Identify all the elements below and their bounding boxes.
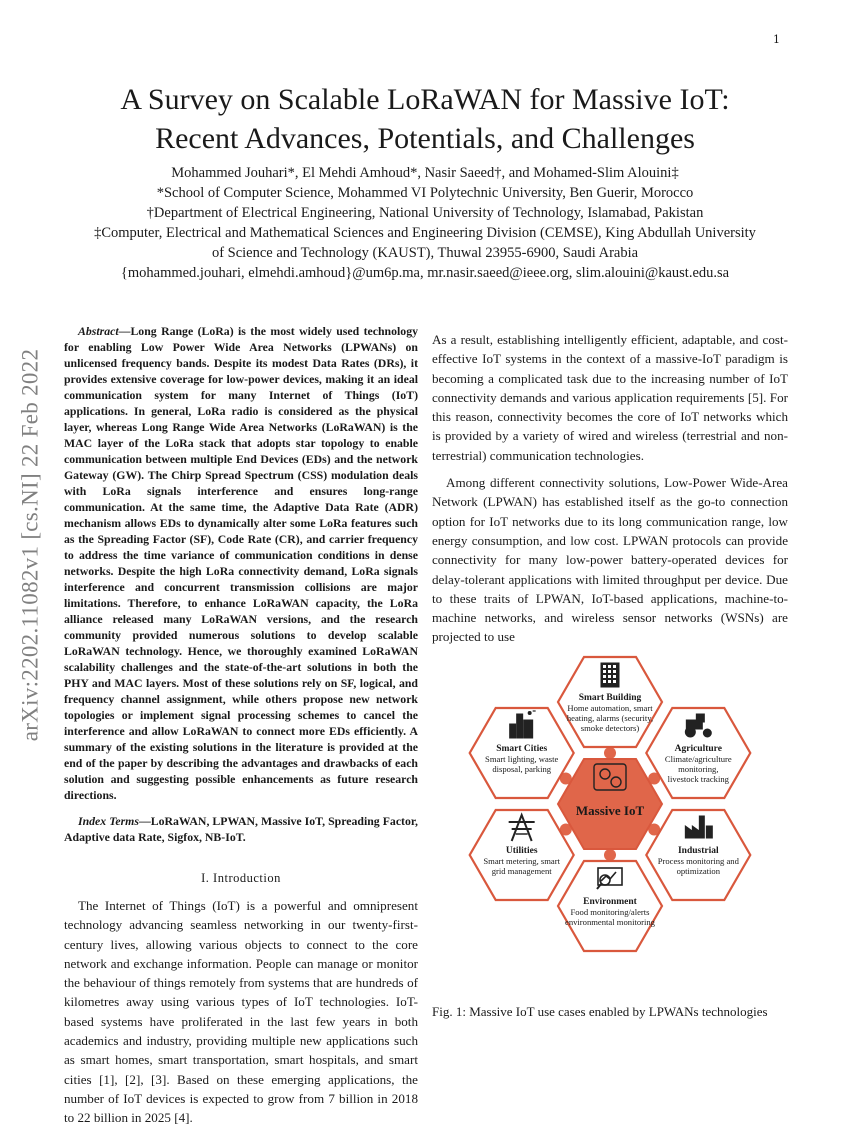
use-case-description-line: disposal, parking (492, 764, 552, 774)
right-column (432, 330, 788, 647)
figure-caption: Fig. 1: Massive IoT use cases enabled by LPWANs technologies (432, 1004, 768, 1019)
figure-1 (440, 648, 780, 968)
abstract-label: Abstract (78, 324, 119, 338)
affiliation-2: †Department of Electrical Engineering, National University of Technology, Islamabad, Pakistan (146, 205, 704, 221)
affiliation-3-line-1: ‡Computer, Electrical and Mathematical Sciences and Engineering Division (CEMSE), King Abdullah University (94, 225, 756, 241)
connector-marker (604, 849, 616, 861)
center-label: Massive IoT (575, 803, 645, 818)
use-case-description-line: grid management (491, 866, 552, 876)
affiliation-1: *School of Computer Science, Mohammed VI Polytechnic University, Ben Guerir, Morocco (156, 185, 694, 201)
use-case-title: Smart Cities (496, 744, 548, 754)
page-number: 1 (773, 33, 780, 46)
use-case-description-line: Process monitoring and (657, 856, 739, 866)
building-icon (601, 663, 619, 687)
use-case-title: Industrial (677, 846, 719, 856)
abstract-text: —Long Range (LoRa) is the most widely used technology for enabling Low Power Wide Area Networks (LPWANs) on unlicensed frequency bands. Despite its modest Data Rates (DRs), it provides extensive coverage for low-power devices, making it an ideal communication system for many Internet of Things (IoT) applications. In general, LoRa radio is considered as the physical layer, whereas Long Range Wide Area Networks (LoRaWAN) is the MAC layer of the LoRa stack that adopts star topology to enable communication between multiple End Devices (EDs) and the network Gateway (GW). The Chirp Spread Spectrum (CSS) modulation deals with LoRa signals interference and ensures long-range communication. At the same time, the Adaptive Data Rate (ADR) mechanism allows EDs to dynamically alter some LoRa features such as the Spreading Factor (SF), Code Rate (CR), and carrier frequency to address the time variance of communication conditions in dense networks. Despite the high LoRa connectivity demand, LoRa signals interference and concurrent transmission collisions are major limitations. Therefore, to enhance LoRaWAN capacity, the LoRa alliance released many LoRaWAN versions, and the research community provided numerous solutions to develop scalable LoRaWAN technology. Hence, we thoroughly examined LoRaWAN scalability challenges and the state-of-the-art solutions in both the PHY and MAC layers. Most of these solutions rely on SF, logical, and frequency channel assignment, while others propose new network topologies or implement signal processing schemes to cancel the interference and allow LoRaWAN to connect more EDs efficiently. A summary of the existing solutions in the literature is provided at the end of the paper by describing the advantages and drawbacks of each solution and suggesting possible enhancements as future research directions. (64, 324, 418, 802)
arxiv-stamp (14, 305, 46, 785)
use-case-description-line: monitoring, (678, 764, 719, 774)
use-case-title: Environment (583, 897, 637, 907)
intro-paragraph-1: The Internet of Things (IoT) is a powerful and omnipresent technology advancing seamless networking in our twenty-first-century lives, allowing various objects to connect to the core network and exchange information. People can manage or monitor the behaviour of things remotely from systems that are hundreds of kilometres away using various types of IoT technologies. IoT-based systems have proliferated in the last few years in both academics and industry, providing multiple new applications such as smart homes, smart transportation, smart hospitals, and smart cities [1], [2], [3]. Based on these emerging applications, the number of IoT devices is expected to grow from 7 billion in 2018 to 22 billion in 2025 [4]. (64, 898, 418, 1126)
index-terms-label: Index Terms (78, 814, 139, 828)
author-emails: {mohammed.jouhari, elmehdi.amhoud}@um6p.ma, mr.nasir.saeed@ieee.org, slim.alouini@kaust.edu.sa (120, 265, 730, 281)
section-heading-introduction: I. Introduction (201, 871, 281, 885)
use-case-title: Agriculture (674, 744, 722, 754)
author-names: Mohammed Jouhari*, El Mehdi Amhoud*, Nasir Saeed†, and Mohamed-Slim Alouini‡ (171, 165, 679, 181)
use-case-description-line: smoke detectors) (580, 723, 640, 733)
use-case-title: Utilities (505, 846, 538, 856)
right-paragraph-2: Among different connectivity solutions, Low-Power Wide-Area Network (LPWAN) has established itself as the go-to connection option for IoT networks due to its long communication range, low energy consumption, and low cost. LPWAN protocols can provide connectivity for many low-power battery-operated devices for delay-tolerant applications with limited throughput per device. Due to these traits of LPWAN, IoT-based applications, machine-to-machine networks, and wireless sensor networks (WSNs) are projected to use (432, 475, 788, 645)
left-column (64, 323, 418, 1128)
massive-iot-diagram (440, 648, 780, 968)
index-terms (64, 813, 418, 845)
use-case-description-line: livestock tracking (667, 774, 729, 784)
use-case-description-line: Smart lighting, waste (485, 754, 559, 764)
paper-title (60, 80, 790, 158)
use-case-title: Smart Building (578, 693, 642, 703)
right-paragraph-1: As a result, establishing intelligently efficient, adaptable, and cost-effective IoT systems in the context of a massive-IoT paradigm is becoming a complicated task due to the increasing number of IoT connectivity demands and various application requirements [5]. For this reason, connectivity becomes the core of IoT networks which is provided by a variety of wired and wireless (terrestrial and non-terrestrial) communication technologies. (432, 332, 788, 463)
title-line-2: Recent Advances, Potentials, and Challenges (155, 122, 695, 155)
use-case-description-line: Climate/agriculture (664, 754, 732, 764)
use-case-description-line: heating, alarms (security, (566, 713, 654, 723)
use-case-description-line: Smart metering, smart (483, 856, 561, 866)
title-line-1: A Survey on Scalable LoRaWAN for Massive IoT: (120, 83, 730, 116)
use-case-description-line: optimization (676, 866, 721, 876)
author-block (60, 163, 790, 283)
arxiv-stamp-text: arXiv:2202.11082v1 [cs.NI] 22 Feb 2022 (17, 348, 42, 742)
abstract (64, 323, 418, 803)
affiliation-3-line-2: of Science and Technology (KAUST), Thuwal 23955-6900, Saudi Arabia (211, 245, 639, 261)
use-case-description-line: Food monitoring/alerts (570, 907, 650, 917)
use-case-description-line: environmental monitoring (565, 917, 655, 927)
index-terms-text: —LoRaWAN, LPWAN, Massive IoT, Spreading Factor, Adaptive data Rate, Sigfox, NB-IoT. (64, 814, 418, 844)
use-case-description-line: Home automation, smart (567, 703, 653, 713)
connector-marker (604, 747, 616, 759)
